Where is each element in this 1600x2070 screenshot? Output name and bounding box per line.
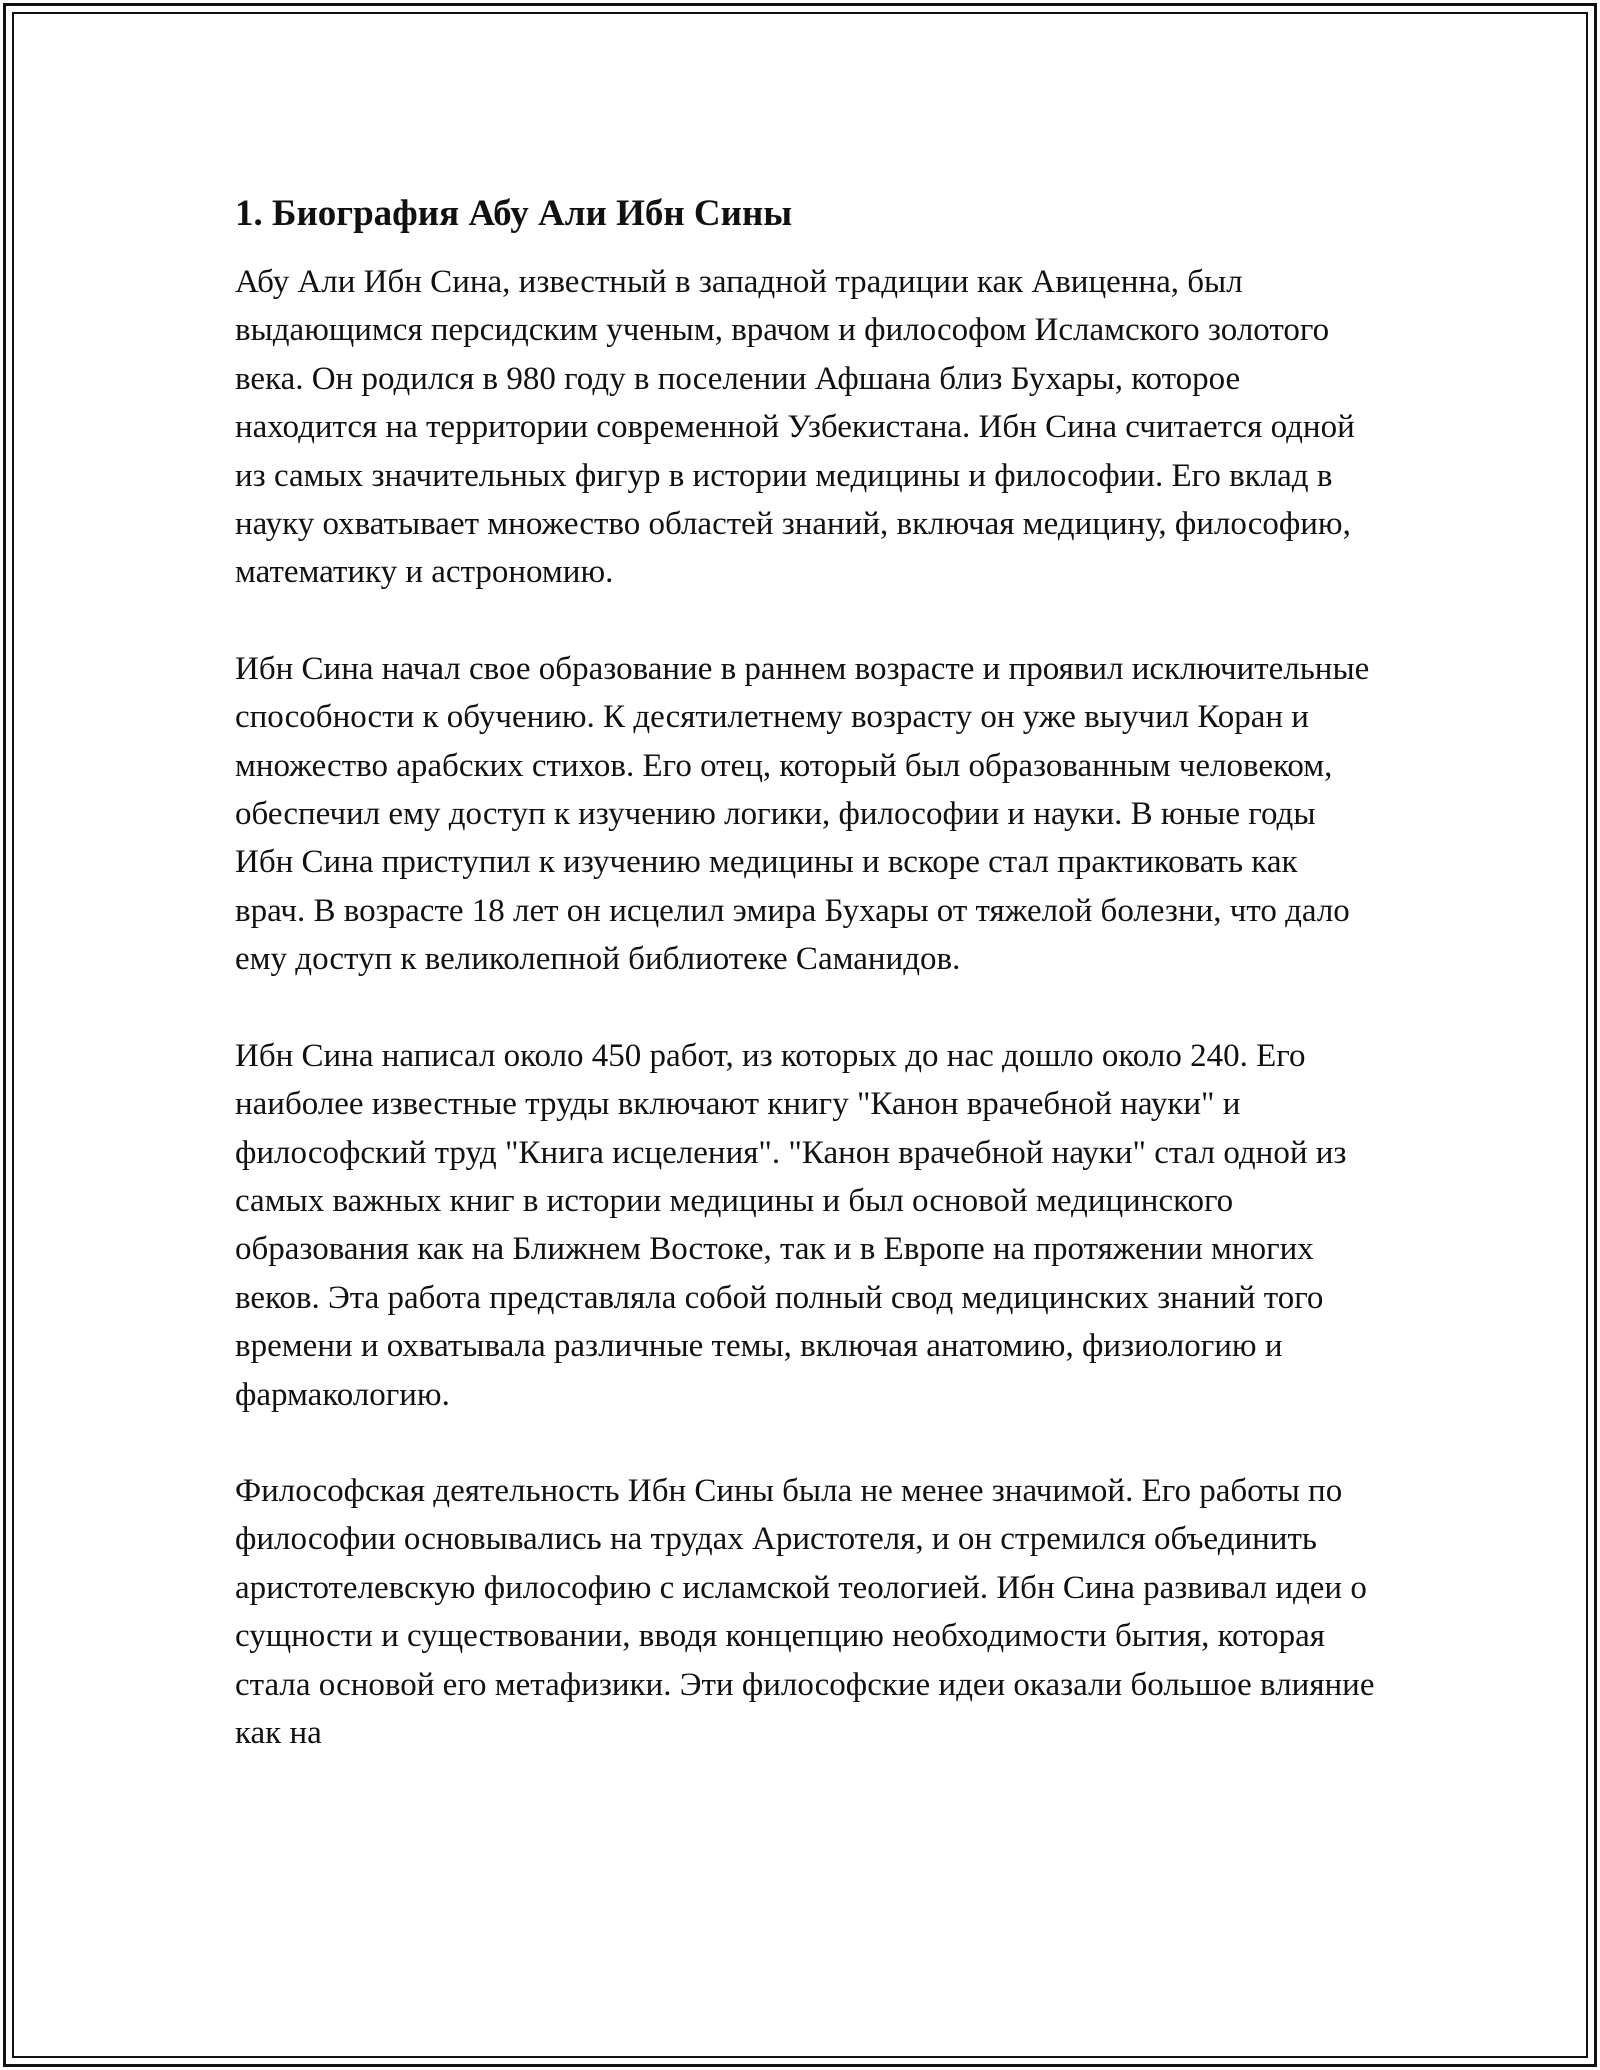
document-body (235, 188, 1375, 1757)
section-title: 1. Биография Абу Али Ибн Сины (235, 193, 793, 234)
paragraph-works: Ибн Сина написал около 450 работ, из которых до нас дошло около 240. Его наиболее известные труды включают книгу "Канон врачебной науки" и философский труд "Книга исцеления". "Канон врачебной науки" стал одной из самых важных книг в истории медицины и был основой медицинского образования как на Ближнем Востоке, так и в Европе на протяжении многих веков. Эта работа представляла собой полный свод медицинских знаний того времени и охватывала различные темы, включая анатомию, физиологию и фармакологию. (235, 1037, 1347, 1413)
paragraph-philosophy: Философская деятельность Ибн Сины была не менее значимой. Его работы по философии основывались на трудах Аристотеля, и он стремился объединить аристотелевскую философию с исламской теологией. Ибн Сина развивал идеи о сущности и существовании, вводя концепцию необходимости бытия, которая стала основой его метафизики. Эти философские идеи оказали большое влияние как на (235, 1472, 1375, 1751)
paragraph-education: Ибн Сина начал свое образование в раннем возрасте и проявил исключительные способности к обучению. К десятилетнему возрасту он уже выучил Коран и множество арабских стихов. Его отец, который был образованным человеком, обеспечил ему доступ к изучению логики, философии и науки. В юные годы Ибн Сина приступил к изучению медицины и вскоре стал практиковать как врач. В возрасте 18 лет он исцелил эмира Бухары от тяжелой болезни, что дало ему доступ к великолепной библиотеке Саманидов. (235, 650, 1370, 978)
paragraph-birth: Абу Али Ибн Сина, известный в западной традиции как Авиценна, был выдающимся персидским ученым, врачом и философом Исламского золотого века. Он родился в 980 году в поселении Афшана близ Бухары, которое находится на территории современной Узбекистана. Ибн Сина считается одной из самых значительных фигур в истории медицины и философии. Его вклад в науку охватывает множество областей знаний, включая медицину, философию, математику и астрономию. (235, 264, 1355, 591)
